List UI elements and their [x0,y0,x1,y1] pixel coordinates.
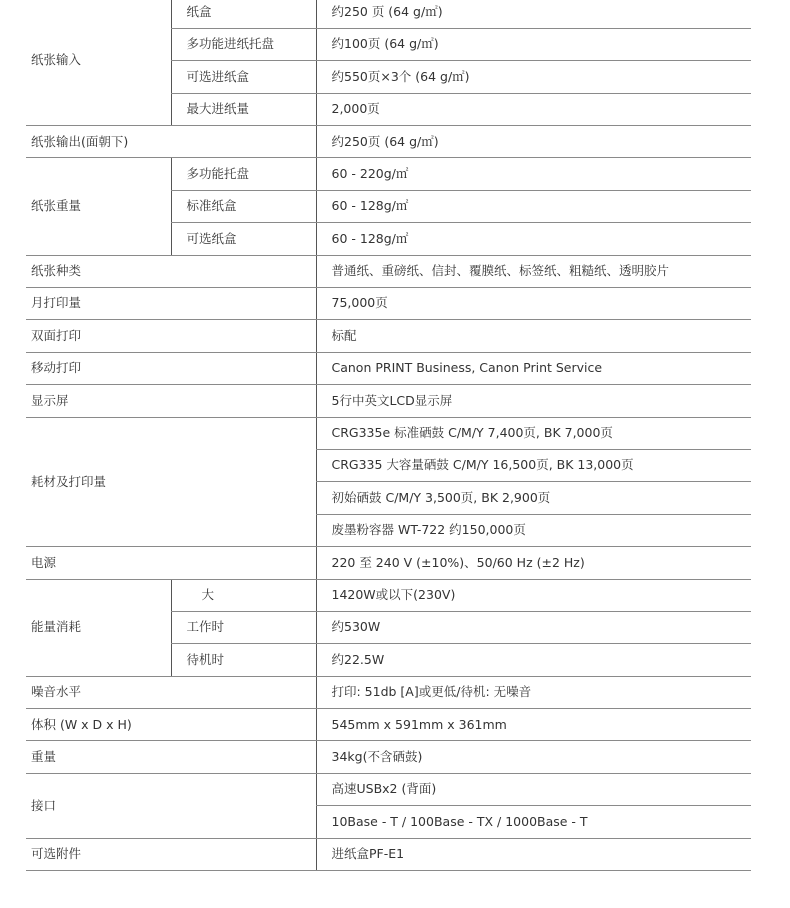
spec-subcategory-label: 工作时 [171,611,316,643]
spec-subcategory-label: 待机时 [171,644,316,676]
spec-row [26,773,751,805]
spec-row [26,255,751,287]
spec-row [26,0,751,28]
spec-subcategory-label: 大 [171,579,316,611]
spec-subcategory-label: 纸盒 [171,0,316,28]
spec-row [26,320,751,352]
spec-row [26,126,751,158]
spec-subcategory-label: 多功能进纸托盘 [171,28,316,60]
spec-category-label: 纸张输出(面朝下) [26,126,316,158]
spec-row [26,838,751,870]
spec-value: 1420W或以下(230V) [316,579,751,611]
spec-value: 约250 页 (64 g/㎡) [316,0,751,28]
spec-subcategory-label: 多功能托盘 [171,158,316,190]
spec-category-label: 接口 [26,773,316,838]
spec-row [26,741,751,773]
spec-value: Canon PRINT Business, Canon Print Service [316,352,751,384]
spec-value: 60 - 220g/㎡ [316,158,751,190]
spec-table [26,0,751,871]
spec-row [26,417,751,449]
spec-subcategory-label: 可选纸盒 [171,223,316,255]
spec-value: 初始硒鼓 C/M/Y 3,500页, BK 2,900页 [316,482,751,514]
spec-value: 约530W [316,611,751,643]
spec-category-label: 可选附件 [26,838,316,870]
spec-subcategory-label: 最大进纸量 [171,93,316,125]
spec-value: 约250页 (64 g/㎡) [316,126,751,158]
spec-value: 约550页×3个 (64 g/㎡) [316,61,751,93]
spec-row [26,547,751,579]
spec-value: 60 - 128g/㎡ [316,190,751,222]
spec-row [26,385,751,417]
spec-row [26,288,751,320]
spec-value: 约100页 (64 g/㎡) [316,28,751,60]
spec-category-label: 纸张重量 [26,158,171,255]
spec-category-label: 重量 [26,741,316,773]
spec-value: 约22.5W [316,644,751,676]
spec-row [26,709,751,741]
spec-category-label: 显示屏 [26,385,316,417]
spec-value: 220 至 240 V (±10%)、50/60 Hz (±2 Hz) [316,547,751,579]
spec-value: 进纸盒PF-E1 [316,838,751,870]
spec-row [26,579,751,611]
spec-row [26,158,751,190]
spec-value: 60 - 128g/㎡ [316,223,751,255]
spec-category-label: 移动打印 [26,352,316,384]
spec-category-label: 纸张种类 [26,255,316,287]
spec-subcategory-label: 可选进纸盒 [171,61,316,93]
spec-value: 标配 [316,320,751,352]
spec-subcategory-label: 标准纸盒 [171,190,316,222]
spec-table-body [26,0,751,871]
spec-value: 34kg(不含硒鼓) [316,741,751,773]
spec-value: 普通纸、重磅纸、信封、覆膜纸、标签纸、粗糙纸、透明胶片 [316,255,751,287]
spec-value: 高速USBx2 (背面) [316,773,751,805]
spec-value: CRG335 大容量硒鼓 C/M/Y 16,500页, BK 13,000页 [316,449,751,481]
spec-category-label: 体积 (W x D x H) [26,709,316,741]
spec-category-label: 噪音水平 [26,676,316,708]
spec-row [26,676,751,708]
spec-value: 5行中英文LCD显示屏 [316,385,751,417]
spec-value: 10Base - T / 100Base - TX / 1000Base - T [316,806,751,838]
spec-category-label: 能量消耗 [26,579,171,676]
spec-category-label: 耗材及打印量 [26,417,316,547]
spec-value: 545mm x 591mm x 361mm [316,709,751,741]
spec-category-label: 电源 [26,547,316,579]
spec-category-label: 纸张输入 [26,0,171,126]
spec-value: 2,000页 [316,93,751,125]
spec-value: 废墨粉容器 WT-722 约150,000页 [316,514,751,546]
spec-row [26,352,751,384]
spec-value: 打印: 51db [A]或更低/待机: 无噪音 [316,676,751,708]
spec-category-label: 双面打印 [26,320,316,352]
spec-value: 75,000页 [316,288,751,320]
spec-category-label: 月打印量 [26,288,316,320]
spec-value: CRG335e 标准硒鼓 C/M/Y 7,400页, BK 7,000页 [316,417,751,449]
